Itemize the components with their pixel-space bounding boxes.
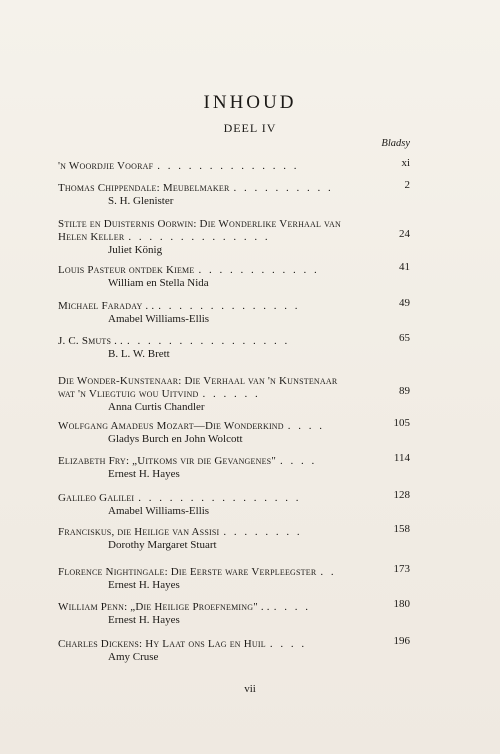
toc-entry-title-line xyxy=(58,264,410,277)
page-number: 2 xyxy=(404,179,410,191)
toc-entry-author: Dorothy Margaret Stuart xyxy=(108,539,217,551)
toc-entry-author: Ernest H. Hayes xyxy=(108,614,180,626)
toc-entry-title-line xyxy=(58,231,410,244)
toc-entry xyxy=(58,489,410,518)
toc-entry xyxy=(58,452,410,481)
toc-entry-title: Charles Dickens: Hy Laat ons Lag en Huil xyxy=(58,638,266,650)
toc-entry xyxy=(58,523,410,552)
toc-entry xyxy=(58,417,410,446)
section-subtitle: DEEL IV xyxy=(223,121,277,135)
toc-entry xyxy=(58,332,410,361)
page-number: 65 xyxy=(399,332,410,344)
toc-entry-title-line xyxy=(58,566,410,579)
toc-entry-author: Gladys Burch en John Wolcott xyxy=(108,433,243,445)
toc-entry-title: J. C. Smuts . . xyxy=(58,335,123,347)
dot-leader: . . . . xyxy=(273,601,311,613)
page-number: 41 xyxy=(399,261,410,273)
toc-entry-title: Galileo Galilei xyxy=(58,492,135,504)
toc-entry-title: Michael Faraday . . xyxy=(58,300,155,312)
dot-leader: . . . . . . . . . . . . xyxy=(198,264,320,276)
toc-entry-title-line xyxy=(58,638,410,651)
toc-entry xyxy=(58,157,410,173)
page-number: 180 xyxy=(393,598,410,610)
toc-entry-title: Stilte en Duisternis Oorwin: Die Wonderlike Verhaal van xyxy=(58,218,341,230)
toc-entry-title: Wolfgang Amadeus Mozart—Die Wonderkind xyxy=(58,420,284,432)
page-title: INHOUD xyxy=(203,92,297,113)
dot-leader: . . . . . . . . . . . . . . xyxy=(157,160,299,172)
toc-entry-author: Ernest H. Hayes xyxy=(108,468,180,480)
toc-entry-author: Juliet König xyxy=(108,244,163,256)
toc-entry-title-line xyxy=(58,218,410,231)
toc-entry xyxy=(58,375,410,414)
toc-entry-title-line xyxy=(58,375,410,388)
toc-entry xyxy=(58,635,410,664)
page-number: 105 xyxy=(393,417,410,429)
toc-entry-title-line xyxy=(58,300,410,313)
toc-entry-author: B. L. W. Brett xyxy=(108,348,170,360)
dot-leader: . . . . xyxy=(287,420,325,432)
toc-entry-author: Anna Curtis Chandler xyxy=(108,401,205,413)
page-number: 128 xyxy=(393,489,410,501)
toc-entry xyxy=(58,261,410,290)
dot-leader: . . . . xyxy=(269,638,307,650)
toc-entry-title: Thomas Chippendale: Meubelmaker xyxy=(58,182,230,194)
toc-entry-title: wat 'n Vliegtuig wou Uitvind xyxy=(58,388,199,400)
toc-entry xyxy=(58,179,410,208)
dot-leader: . . xyxy=(320,566,337,578)
dot-leader: . . . . . . . . xyxy=(223,526,303,538)
toc-entry-title: Florence Nightingale: Die Eerste ware Verpleegster xyxy=(58,566,317,578)
dot-leader: . . . . . . . . . . . . . . xyxy=(128,231,271,243)
toc-entry-author: Amabel Williams-Ellis xyxy=(108,505,210,517)
toc-entry-title: Helen Keller xyxy=(58,231,125,243)
dot-leader: . . . . xyxy=(280,455,317,467)
page-number: 158 xyxy=(393,523,410,535)
toc-entry xyxy=(58,598,410,627)
dot-leader: . . . . . . . . . . xyxy=(233,182,334,194)
page-number: 89 xyxy=(399,385,410,397)
toc-entry-title-line xyxy=(58,526,410,539)
toc-entry-title: 'n Woordjie Vooraf xyxy=(58,160,154,172)
page-number: 24 xyxy=(399,228,410,240)
toc-entry-title-line xyxy=(58,492,410,505)
dot-leader: . . . . . . . . . . . . . . xyxy=(158,300,301,312)
toc-entry-title-line xyxy=(58,420,410,433)
toc-entry-author: Ernest H. Hayes xyxy=(108,579,180,591)
toc-entry-title-line xyxy=(58,182,410,195)
page-folio: vii xyxy=(244,683,256,695)
toc-entry xyxy=(58,563,410,592)
toc-entry-title: William Penn: „Die Heilige Proefneming" . . xyxy=(58,601,270,613)
dot-leader: . . . . . . . . . . . . . . . . xyxy=(126,335,290,347)
dot-leader: . . . . . . . . . . . . . . . . xyxy=(138,492,302,504)
toc-entry-author: Amy Cruse xyxy=(108,651,159,663)
dot-leader: . . . . . . xyxy=(202,388,261,400)
toc-entry-title: Franciskus, die Heilige van Assisi xyxy=(58,526,220,538)
toc-entry-title-line xyxy=(58,601,410,614)
page-number: 173 xyxy=(393,563,410,575)
toc-entry-author: S. H. Glenister xyxy=(108,195,174,207)
page-number: 49 xyxy=(399,297,410,309)
toc-entry-title: Die Wonder-Kunstenaar: Die Verhaal van 'n Kunstenaar xyxy=(58,375,338,387)
toc-entry xyxy=(58,297,410,326)
toc-entry-title-line xyxy=(58,335,410,348)
page-number: 114 xyxy=(393,452,410,464)
toc-entry-title-line xyxy=(58,455,410,468)
toc-entry-author: William en Stella Nida xyxy=(108,277,209,289)
page-number: xi xyxy=(401,157,410,169)
toc-entry-author: Amabel Williams-Ellis xyxy=(108,313,210,325)
toc-entry-title: Louis Pasteur ontdek Kieme xyxy=(58,264,195,276)
page-column-label: Bladsy xyxy=(381,138,410,149)
toc-entry-title-line xyxy=(58,160,410,173)
toc-entry xyxy=(58,218,410,257)
toc-entry-title: Elizabeth Fry: „Uitkoms vir die Gevangenes" xyxy=(58,455,277,467)
page-number: 196 xyxy=(393,635,410,647)
toc-entry-title-line xyxy=(58,388,410,401)
